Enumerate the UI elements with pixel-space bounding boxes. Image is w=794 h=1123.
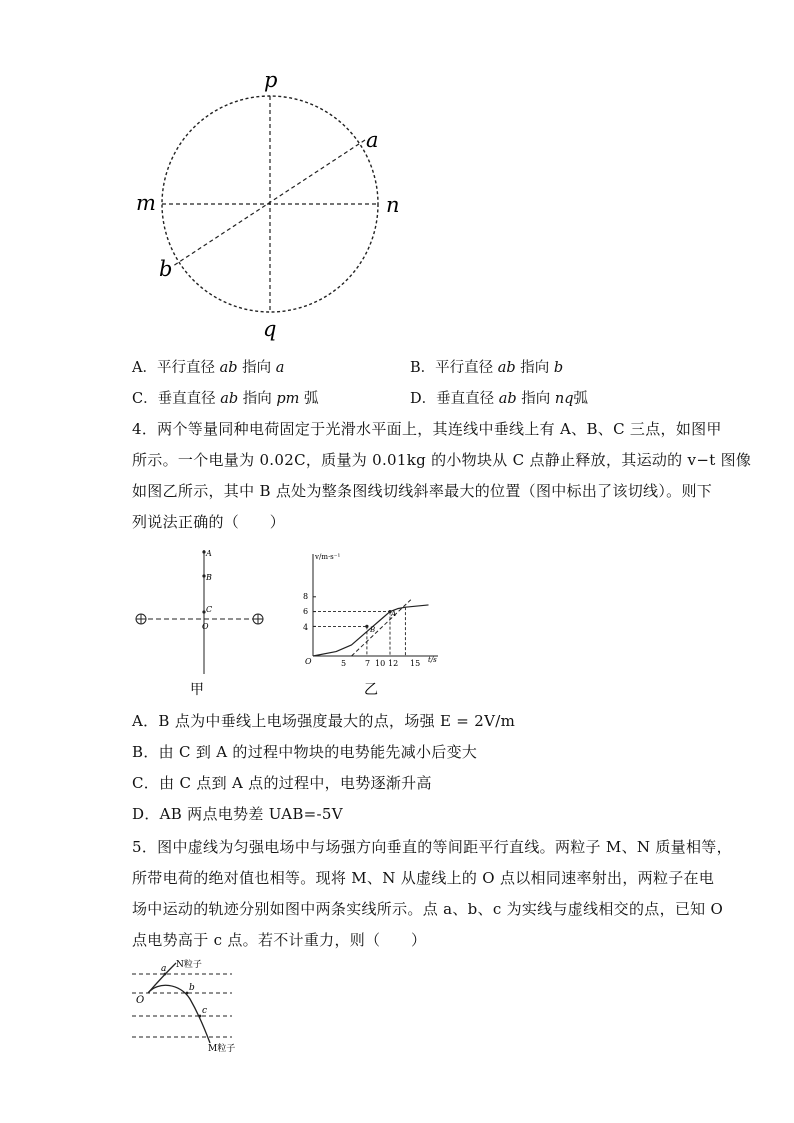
y-axis-label: v/m·s⁻¹ xyxy=(315,553,341,561)
yi-caption: 乙 xyxy=(364,682,378,698)
xtick-5: 5 xyxy=(341,659,347,668)
trajectory-m xyxy=(148,985,210,1043)
diameter-ab xyxy=(173,140,365,266)
right-charge-icon xyxy=(253,614,263,624)
q5-line-3: 场中运动的轨迹分别如图中两条实线所示。点 a、b、c 为实线与虚线相交的点，已知 O xyxy=(132,900,724,918)
label-a: a xyxy=(366,128,379,152)
q5-label-n: N粒子 xyxy=(176,960,202,970)
q5-stem xyxy=(132,832,732,956)
yi-label-b: B xyxy=(370,626,376,634)
ytick-6: 6 xyxy=(303,607,309,616)
q4-line-3: 如图乙所示，其中 B 点处为整条图线切线斜率最大的位置（图中标出了该切线）。则下 xyxy=(132,482,713,500)
jia-caption: 甲 xyxy=(190,682,204,698)
label-m: m xyxy=(136,191,156,215)
label-p: p xyxy=(264,68,278,92)
q4-option-b: B．由 C 到 A 的过程中物块的电势能先减小后变大 xyxy=(132,743,478,761)
q5-label-o: O xyxy=(136,995,145,1006)
jia-label-a: A xyxy=(206,549,212,558)
tangent-line xyxy=(352,600,411,656)
q5-label-m: M粒子 xyxy=(208,1044,236,1054)
figure-yi-vt-chart xyxy=(300,544,460,704)
label-b: b xyxy=(159,257,173,281)
jia-label-o: O xyxy=(202,622,209,631)
q3-option-d: D．垂直直径 ab 指向 nq弧 xyxy=(410,391,589,407)
point-c-dot xyxy=(199,1015,202,1018)
q5-label-b: b xyxy=(189,983,195,993)
point-b-dot xyxy=(186,992,189,995)
q5-label-c: c xyxy=(202,1006,208,1016)
origin-label: O xyxy=(305,657,312,666)
q4-option-c: C．由 C 点到 A 点的过程中，电势逐渐升高 xyxy=(132,774,432,792)
q5-label-a: a xyxy=(161,964,167,974)
q4-option-a: A．B 点为中垂线上电场强度最大的点，场强 E = 2V/m xyxy=(132,712,516,730)
xtick-7: 7 xyxy=(365,659,371,668)
xtick-15: 15 xyxy=(410,659,421,668)
xtick-10: 10 xyxy=(375,659,386,668)
point-b-dot xyxy=(365,625,368,628)
q3-option-b: B．平行直径 ab 指向 b xyxy=(410,360,564,376)
q5-figure xyxy=(128,955,258,1055)
q5-line-1: 5．图中虚线为匀强电场中与场强方向垂直的等间距平行直线。两粒子 M、N 质量相等， xyxy=(132,838,732,856)
xtick-12: 12 xyxy=(388,659,399,668)
jia-label-c: C xyxy=(206,605,213,614)
ytick-8: 8 xyxy=(303,592,309,601)
q5-line-4: 点电势高于 c 点。若不计重力，则（ ） xyxy=(132,931,427,949)
q5-line-2: 所带电荷的绝对值也相等。现将 M、N 从虚线上的 O 点以相同速率射出，两粒子在电 xyxy=(132,869,715,887)
q4-options xyxy=(132,706,672,830)
q3-option-c: C．垂直直径 ab 指向 pm 弧 xyxy=(132,391,319,407)
q4-line-4: 列说法正确的（ ） xyxy=(132,513,286,531)
q3-option-a: A．平行直径 ab 指向 a xyxy=(132,360,285,376)
yi-label-a: A xyxy=(391,610,397,618)
label-n: n xyxy=(386,193,400,217)
left-charge-icon xyxy=(136,614,146,624)
jia-label-b: B xyxy=(206,573,212,582)
circle-figure xyxy=(120,60,420,350)
ytick-4: 4 xyxy=(303,623,309,632)
figure-jia xyxy=(128,542,278,702)
q4-line-2: 所示。一个电量为 0.02C，质量为 0.01kg 的小物块从 C 点静止释放，其运动的 v−t 图像 xyxy=(132,451,752,469)
q4-stem xyxy=(132,414,752,538)
x-axis-label: t/s xyxy=(428,656,437,664)
label-q: q xyxy=(263,317,277,341)
q4-option-d: D．AB 两点电势差 UAB=-5V xyxy=(132,805,343,823)
q4-line-1: 4．两个等量同种电荷固定于光滑水平面上，其连线中垂线上有 A、B、C 三点，如图甲 xyxy=(132,420,722,438)
